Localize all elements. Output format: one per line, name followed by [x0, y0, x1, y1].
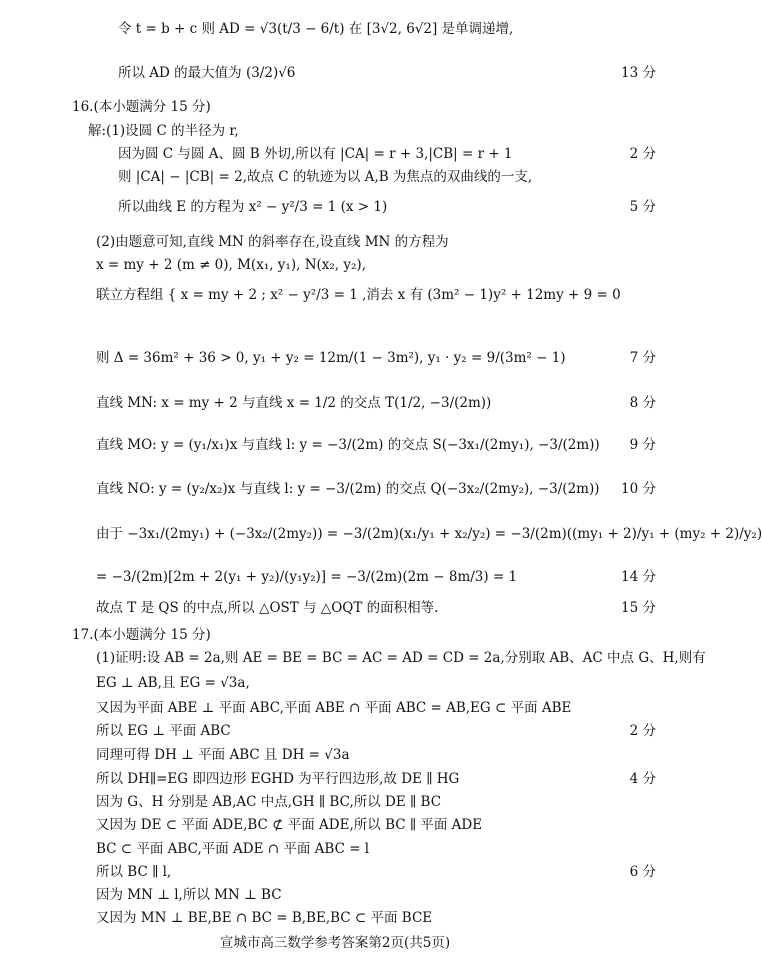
- answer-line: [0, 768, 670, 790]
- score-points: 15 分: [621, 600, 656, 616]
- answer-text: 解:(1)设圆 C 的半径为 r,: [88, 123, 239, 139]
- answer-line: [0, 96, 670, 118]
- answer-text: 由于 −3x₁/(2my₁) + (−3x₂/(2my₂)) = −3/(2m)(x₁/y₁ + x₂/y₂) = −3/(2m)((my₁ + 2)/y₁ + (my₂ + 2)/y₂): [96, 526, 762, 542]
- answer-line: [0, 254, 670, 276]
- score-points: 8 分: [629, 395, 656, 411]
- answer-line: [0, 523, 762, 545]
- answer-text: EG ⊥ AB,且 EG = √3a,: [96, 675, 250, 691]
- answer-line: [0, 62, 670, 84]
- answer-line: [0, 143, 670, 165]
- answer-text: 又因为平面 ABE ⊥ 平面 ABC,平面 ABE ∩ 平面 ABC = AB,EG ⊂ 平面 ABE: [96, 700, 572, 716]
- answer-text: 直线 MN: x = my + 2 与直线 x = 1/2 的交点 T(1/2, −3/(2m)): [96, 395, 492, 411]
- answer-text: 所以 AD 的最大值为 (3/2)√6: [118, 65, 296, 81]
- score-points: 9 分: [629, 437, 656, 453]
- answer-text: 令 t = b + c 则 AD = √3(t/3 − 6/t) 在 [3√2, 6√2] 是单调递增,: [118, 21, 514, 37]
- score-points: 13 分: [621, 65, 656, 81]
- answer-text: 所以 EG ⊥ 平面 ABC: [96, 723, 231, 739]
- answer-text: 同理可得 DH ⊥ 平面 ABC 且 DH = √3a: [96, 747, 350, 763]
- answer-text: 直线 NO: y = (y₂/x₂)x 与直线 l: y = −3/(2m) 的交点 Q(−3x₂/(2my₂), −3/(2m)): [96, 481, 600, 497]
- answer-text: 故点 T 是 QS 的中点,所以 △OST 与 △OQT 的面积相等.: [96, 600, 439, 616]
- answer-text: (2)由题意可知,直线 MN 的斜率存在,设直线 MN 的方程为: [96, 234, 449, 250]
- answer-line: [0, 597, 670, 619]
- score-points: 7 分: [629, 350, 656, 366]
- answer-text: 因为圆 C 与圆 A、圆 B 外切,所以有 |CA| = r + 3,|CB| = r + 1: [118, 146, 513, 162]
- answer-text: BC ⊂ 平面 ABC,平面 ADE ∩ 平面 ABC = l: [96, 841, 370, 857]
- answer-line: [0, 744, 670, 766]
- answer-line: [0, 624, 670, 646]
- answer-text: 所以曲线 E 的方程为 x² − y²/3 = 1 (x > 1): [118, 199, 388, 215]
- answer-text: 17.(本小题满分 15 分): [72, 627, 211, 643]
- answer-line: [0, 791, 670, 813]
- answer-line: [0, 166, 670, 188]
- answer-text: (1)证明:设 AB = 2a,则 AE = BE = BC = AC = AD = CD = 2a,分别取 AB、AC 中点 G、H,则有: [96, 650, 706, 666]
- answer-text: 所以 DH∥=EG 即四边形 EGHD 为平行四边形,故 DE ∥ HG: [96, 771, 460, 787]
- answer-text: 因为 G、H 分别是 AB,AC 中点,GH ∥ BC,所以 DE ∥ BC: [96, 794, 442, 810]
- answer-line: [0, 196, 670, 218]
- answer-line: [0, 907, 670, 929]
- score-points: 10 分: [621, 481, 656, 497]
- answer-line: [0, 120, 670, 142]
- answer-text: x = my + 2 (m ≠ 0), M(x₁, y₁), N(x₂, y₂),: [96, 257, 366, 273]
- answer-text: = −3/(2m)[2m + 2(y₁ + y₂)/(y₁y₂)] = −3/(2m)(2m − 8m/3) = 1: [96, 569, 518, 585]
- answer-line: [0, 347, 670, 369]
- answer-text: 所以 BC ∥ l,: [96, 864, 172, 880]
- answer-line: [0, 884, 670, 906]
- answer-line: [0, 478, 670, 500]
- answer-line: [0, 18, 670, 40]
- answer-line: [0, 838, 670, 860]
- answer-line: [0, 284, 670, 306]
- score-points: 6 分: [629, 864, 656, 880]
- answer-text: 16.(本小题满分 15 分): [72, 99, 211, 115]
- answer-line: [0, 861, 670, 883]
- answer-line: [0, 672, 670, 694]
- page-footer: 宣城市高三数学参考答案第2页(共5页): [219, 935, 451, 951]
- answer-text: 联立方程组 { x = my + 2 ; x² − y²/3 = 1 ,消去 x 有 (3m² − 1)y² + 12my + 9 = 0: [96, 287, 621, 303]
- answer-text: 则 Δ = 36m² + 36 > 0, y₁ + y₂ = 12m/(1 − 3m²), y₁ · y₂ = 9/(3m² − 1): [96, 350, 566, 366]
- score-points: 2 分: [629, 146, 656, 162]
- answer-text: 直线 MO: y = (y₁/x₁)x 与直线 l: y = −3/(2m) 的交点 S(−3x₁/(2my₁), −3/(2m)): [96, 437, 600, 453]
- answer-line: [0, 697, 670, 719]
- answer-text: 则 |CA| − |CB| = 2,故点 C 的轨迹为以 A,B 为焦点的双曲线的一支,: [118, 169, 533, 185]
- answer-text: 又因为 MN ⊥ BE,BE ∩ BC = B,BE,BC ⊂ 平面 BCE: [96, 910, 433, 926]
- answer-line: [0, 434, 670, 456]
- score-points: 5 分: [629, 199, 656, 215]
- score-points: 2 分: [629, 723, 656, 739]
- answer-text: 因为 MN ⊥ l,所以 MN ⊥ BC: [96, 887, 282, 903]
- answer-text: 又因为 DE ⊂ 平面 ADE,BC ⊄ 平面 ADE,所以 BC ∥ 平面 ADE: [96, 817, 483, 833]
- answer-line: [0, 720, 670, 742]
- score-points: 14 分: [621, 569, 656, 585]
- answer-line: [0, 814, 670, 836]
- answer-line: [0, 231, 670, 253]
- answer-line: [0, 392, 670, 414]
- score-points: 4 分: [629, 771, 656, 787]
- answer-line: [0, 566, 670, 588]
- answer-line: [0, 647, 706, 669]
